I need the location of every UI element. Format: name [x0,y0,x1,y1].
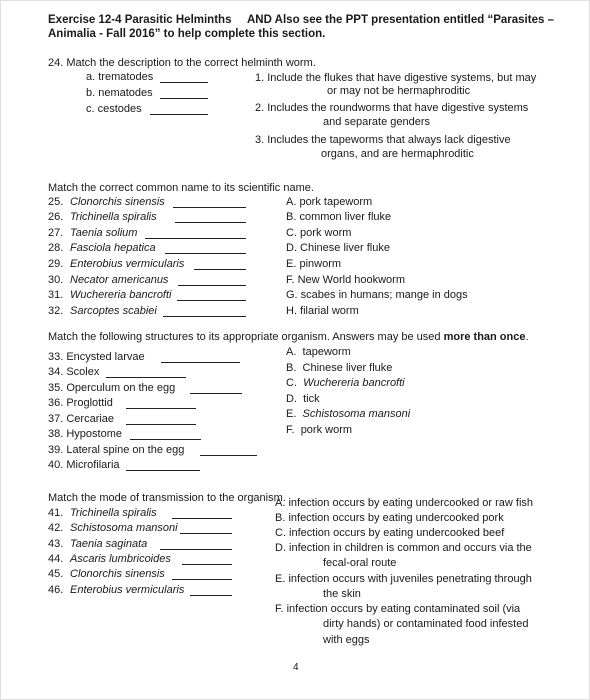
q32-number: 32. [48,305,64,317]
q42-answer-blank[interactable] [180,533,232,534]
structures-option-d-letter: D. [286,393,297,405]
q24-answer-blank-a[interactable] [160,82,208,83]
q24-option-3-cont: organs, and are hermaphroditic [321,148,474,160]
common-option-b: B. common liver fluke [286,211,392,223]
structures-option-e-text: Schistosoma mansoni [302,408,411,420]
header-subtitle: Animalia - Fall 2016” to help complete this section. [48,28,326,40]
q25-number: 25. [48,196,64,208]
q44-answer-blank[interactable] [182,564,232,565]
header-title-continued: AND Also see the PPT presentation entitled “Parasites – [247,14,554,26]
structures-prompt-emphasis: more than once [443,331,526,343]
structures-option-b-text: Chinese liver fluke [302,362,393,374]
structures-option-e-letter: E. [286,408,297,420]
q24-option-2-cont: and separate genders [323,116,431,128]
q40-item: 40. Microfilaria [48,459,120,471]
q35-item: 35. Operculum on the egg [48,382,176,394]
q44-number: 44. [48,553,64,565]
q41-name: Trichinella spiralis [70,507,157,519]
header-title: Exercise 12-4 Parasitic Helminths [48,14,232,26]
q43-name: Taenia saginata [70,538,148,550]
q40-answer-blank[interactable] [126,470,200,471]
q41-answer-blank[interactable] [172,518,232,519]
q35-answer-blank[interactable] [190,393,242,394]
q26-answer-blank[interactable] [175,222,246,223]
common-option-f: F. New World hookworm [286,274,405,286]
q46-answer-blank[interactable] [190,595,232,596]
q24-item-a: a. trematodes [86,71,154,83]
q33-item: 33. Encysted larvae [48,351,145,363]
q25-name: Clonorchis sinensis [70,196,165,208]
structures-option-f [286,423,352,437]
structures-option-a-text: tapeworm [302,346,351,358]
transmission-option-b: B. infection occurs by eating undercooked pork [275,512,504,524]
structures-prompt [48,330,529,344]
structures-option-c-text: Wuchereria bancrofti [303,377,405,389]
q24-option-1: 1. Include the flukes that have digestive systems, but may [255,72,537,84]
q38-item: 38. Hypostome [48,428,122,440]
structures-option-b [286,361,392,375]
q24-option-3: 3. Includes the tapeworms that always lack digestive [255,134,511,146]
q42-number: 42. [48,522,64,534]
q36-item: 36. Proglottid [48,397,113,409]
q26-number: 26. [48,211,64,223]
transmission-option-e-cont: the skin [323,588,361,600]
common-option-e: E. pinworm [286,258,342,270]
common-names-prompt: Match the correct common name to its scientific name. [48,182,314,194]
structures-option-a-letter: A. [286,346,297,358]
common-option-h: H. filarial worm [286,305,359,317]
q44-name: Ascaris lumbricoides [70,553,171,565]
q25-answer-blank[interactable] [173,207,246,208]
q24-option-1-cont: or may not be hermaphroditic [327,85,471,97]
q31-name: Wuchereria bancrofti [70,289,172,301]
q24-answer-blank-b[interactable] [160,98,208,99]
q28-answer-blank[interactable] [165,253,246,254]
structures-option-c-letter: C. [286,377,297,389]
structures-option-a [286,345,351,359]
transmission-option-d: D. infection in children is common and occurs via the [275,542,532,554]
q27-name: Taenia solium [70,227,138,239]
q46-number: 46. [48,584,64,596]
transmission-option-a: A. infection occurs by eating undercooked or raw fish [275,497,534,509]
q31-number: 31. [48,289,64,301]
q24-prompt: 24. Match the description to the correct helminth worm. [48,57,316,69]
structures-option-d-text: tick [303,393,320,405]
q42-name: Schistosoma mansoni [70,522,178,534]
q28-number: 28. [48,242,64,254]
q36-answer-blank[interactable] [126,408,196,409]
q29-number: 29. [48,258,64,270]
structures-option-b-letter: B. [286,362,297,374]
q32-name: Sarcoptes scabiei [70,305,157,317]
q33-answer-blank[interactable] [161,362,240,363]
q45-answer-blank[interactable] [172,579,232,580]
q34-answer-blank[interactable] [106,377,186,378]
structures-option-d [286,392,320,406]
common-option-d: D. Chinese liver fluke [286,242,390,254]
common-option-g: G. scabes in humans; mange in dogs [286,289,468,301]
q24-item-b: b. nematodes [86,87,153,99]
page-number: 4 [293,662,299,673]
structures-option-f-letter: F. [286,424,295,436]
q34-item: 34. Scolex [48,366,100,378]
transmission-option-f-cont2: with eggs [323,634,370,646]
q30-answer-blank[interactable] [178,285,246,286]
q31-answer-blank[interactable] [177,300,246,301]
q27-number: 27. [48,227,64,239]
q39-item: 39. Lateral spine on the egg [48,444,185,456]
q39-answer-blank[interactable] [200,455,257,456]
q41-number: 41. [48,507,64,519]
q29-answer-blank[interactable] [194,269,246,270]
transmission-option-c: C. infection occurs by eating undercooked beef [275,527,505,539]
q30-name: Necator americanus [70,274,169,286]
common-option-c: C. pork worm [286,227,352,239]
structures-option-e [286,407,410,421]
q24-option-2: 2. Includes the roundworms that have digestive systems [255,102,529,114]
q30-number: 30. [48,274,64,286]
q45-number: 45. [48,568,64,580]
transmission-option-e: E. infection occurs with juveniles penetrating through [275,573,532,585]
q38-answer-blank[interactable] [130,439,201,440]
transmission-option-d-cont: fecal-oral route [323,557,397,569]
structures-option-f-text: pork worm [300,424,353,436]
structures-option-c [286,376,405,390]
q37-item: 37. Cercariae [48,413,115,425]
q24-item-c: c. cestodes [86,103,142,115]
q26-name: Trichinella spiralis [70,211,157,223]
q43-answer-blank[interactable] [160,549,232,550]
q46-name: Enterobius vermicularis [70,584,185,596]
q24-answer-blank-c[interactable] [150,114,208,115]
q29-name: Enterobius vermicularis [70,258,185,270]
q27-answer-blank[interactable] [145,238,246,239]
transmission-prompt: Match the mode of transmission to the organism. [48,492,286,504]
structures-prompt-text: Match the following structures to its appropriate organism. Answers may be used [48,331,444,343]
q43-number: 43. [48,538,64,550]
q37-answer-blank[interactable] [126,424,196,425]
q28-name: Fasciola hepatica [70,242,156,254]
q45-name: Clonorchis sinensis [70,568,165,580]
structures-prompt-end: . [525,331,529,343]
transmission-option-f: F. infection occurs by eating contaminated soil (via [275,603,521,615]
transmission-option-f-cont: dirty hands) or contaminated food infested [323,618,529,630]
q32-answer-blank[interactable] [163,316,246,317]
common-option-a: A. pork tapeworm [286,196,373,208]
